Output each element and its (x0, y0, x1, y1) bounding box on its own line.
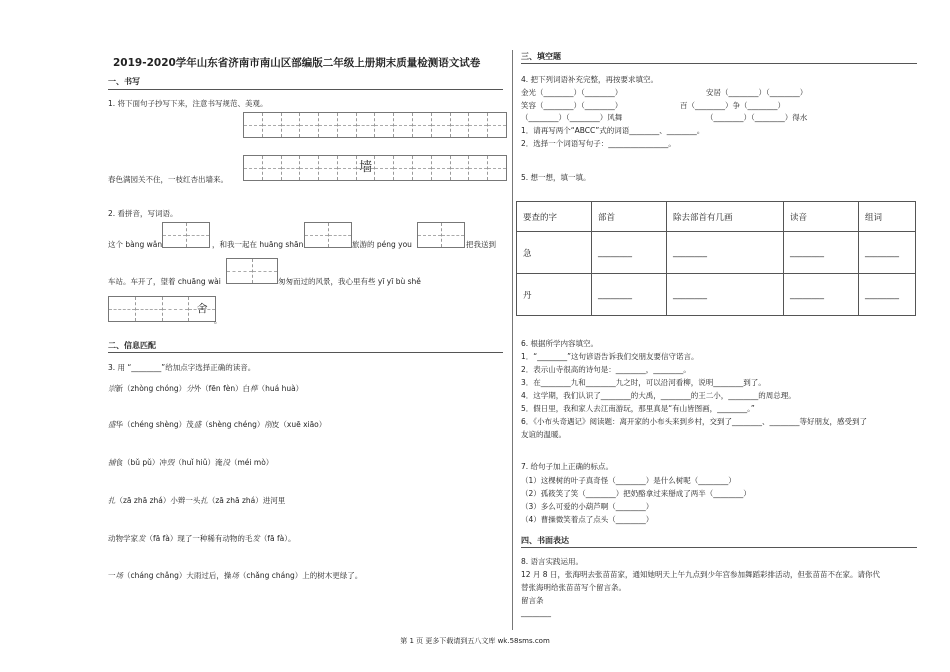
sample-character: 墙 (357, 156, 376, 180)
question-5: 5. 想一想，填一填。 (521, 173, 591, 182)
pinyin-peng-you: 旅游的 péng you (352, 240, 412, 249)
reading-row-6: 一场（cháng chǎng）大雨过后，操场（chǎng cháng）上的树木更绿了。 (108, 571, 363, 580)
answer-grid-huang-shan[interactable] (304, 222, 352, 248)
answer-grid-yi-yi-bu-she[interactable] (108, 296, 216, 322)
table-header: 除去部首有几画 (667, 202, 784, 232)
pinyin-chuang-wai: 车站。车开了，望着 chuāng wài (108, 277, 221, 286)
answer-grid-chuang-wai[interactable] (226, 258, 278, 284)
reading-row-5: 动物学家发（fā fà）现了一种稀有动物的毛发（fā fà）。 (108, 534, 296, 543)
text-send-to: 把我送到 (466, 240, 496, 249)
idiom-row-1-b: 安居（________）（________） (706, 88, 808, 97)
idiom-row-3-a: （________）（________）风舞 (521, 113, 623, 122)
pinyin-bang-wan: 这个 bàng wǎn (108, 240, 163, 249)
pinyin-huang-shan: ，和我一起在 huāng shān (212, 240, 304, 249)
idiom-row-1-a: 金光（________）（________） (521, 88, 623, 97)
table-row (517, 232, 916, 274)
page-footer: 第 1 页 更多下载请到五八文库 wk.58sms.com (400, 637, 550, 645)
question-2: 2. 看拼音，写词语。 (108, 209, 178, 218)
table-header: 部首 (592, 202, 667, 232)
reading-row-1: 崇新（zhòng chóng）分外（fēn fèn）白桦（huá huà） (108, 384, 304, 393)
sentence-to-copy: 春色满园关不住，一枝红杏出墙来。 (108, 175, 228, 184)
pinyin-yi-yi-bu-she: 匆匆而过的风景，我心里有些 yī yī bù shě (278, 277, 421, 286)
question-4-sub-1: 1．请再写两个“ABCC”式的词语________、________。 (521, 126, 705, 135)
question-6-item: 6．《小布头奇遇记》阅读题：离开家的小布头来到乡村，交到了________、________等好朋友，感受到了 (521, 417, 868, 426)
question-7-item: （1）这棵树的叶子真奇怪（________）是什么树呢（________） (521, 476, 736, 485)
question-8-text: 12 月 8 日，张海明去张苗苗家，通知她明天上午九点到少年宫参加舞蹈彩排活动，但张苗苗不在家。请你代 (521, 570, 880, 579)
table-cell[interactable]: ________ (667, 274, 784, 316)
section-heading-fill-blank: 三、填空题 (521, 52, 561, 61)
question-6-item: 1．“________”这句谚语告诉我们交朋友要信守诺言。 (521, 352, 699, 361)
question-4: 4. 把下列词语补充完整，再按要求填空。 (521, 75, 659, 84)
reading-row-2: 盛华（chéng shèng）茂盛（shèng chéng）削皮（xuē xiāo） (108, 420, 327, 429)
section-divider (108, 352, 503, 353)
table-cell[interactable]: ________ (859, 274, 916, 316)
question-4-sub-2: 2．选择一个词语写句子：________________。 (521, 139, 676, 148)
question-8-text: 替张海明给张苗苗写个留言条。 (521, 583, 626, 592)
section-divider (108, 89, 503, 90)
table-header: 读音 (784, 202, 859, 232)
reading-row-3: 捕食（bǔ pǔ）冲毁（huǐ hiǔ）淹没（méi mò） (108, 458, 274, 467)
reading-row-4: 扎（zā zhā zhá）小辫一头扎（zā zhā zhá）进河里 (108, 496, 286, 505)
question-7-item: （3）多么可爱的小葫芦啊（________） (521, 502, 654, 511)
answer-grid-peng-you[interactable] (417, 222, 465, 248)
answer-grid-bang-wan[interactable] (162, 222, 210, 248)
question-6-item-continued: 友谊的温暖。 (521, 430, 566, 439)
question-1: 1. 将下面句子抄写下来，注意书写规范、美观。 (108, 99, 268, 108)
question-6: 6. 根据所学内容填空。 (521, 339, 599, 348)
question-6-item: 2．表示山寺很高的诗句是：________，________。 (521, 365, 691, 374)
column-separator (512, 50, 513, 630)
question-3: 3. 用 “________”给加点字选择正确的读音。 (108, 363, 256, 372)
table-cell[interactable]: ________ (784, 232, 859, 274)
table-cell[interactable]: ________ (592, 274, 667, 316)
section-divider (521, 63, 917, 64)
idiom-row-2-a: 笑容（________）（________） (521, 101, 623, 110)
section-heading-writing: 一、书写 (108, 77, 140, 86)
table-row (517, 274, 916, 316)
table-cell[interactable]: ________ (859, 232, 916, 274)
question-7-item: （2）孤筱笑了笑（________）把奶酪拿过来掰成了两半（________） (521, 489, 751, 498)
table-cell[interactable]: ________ (667, 232, 784, 274)
note-heading: 留言条 (521, 596, 544, 605)
idiom-row-2-b: 百（________）争（________） (680, 101, 785, 110)
period-mark: 。 (214, 316, 222, 325)
table-header: 组词 (859, 202, 916, 232)
table-cell[interactable]: ________ (592, 232, 667, 274)
hint-character: 舍 (189, 297, 215, 321)
question-7: 7. 给句子加上正确的标点。 (521, 462, 614, 471)
writing-grid-1[interactable] (243, 112, 507, 138)
idiom-row-3-b: （________）（________）得水 (706, 113, 808, 122)
writing-grid-2[interactable] (243, 155, 507, 181)
section-heading-matching: 二、信息匹配 (108, 341, 156, 350)
table-header: 要查的字 (517, 202, 592, 232)
table-cell[interactable]: ________ (784, 274, 859, 316)
table-cell: 急 (517, 232, 592, 274)
question-6-item: 5．假日里，我和家人去江南游玩，那里真是“有山皆图画，________。” (521, 404, 755, 413)
page-title: 2019-2020学年山东省济南市南山区部编版二年级上册期末质量检测语文试卷 (113, 57, 481, 69)
note-answer-line[interactable]: ________ (521, 608, 551, 617)
section-heading-writing-expression: 四、书面表达 (521, 536, 569, 545)
question-7-item: （4）曹操微笑着点了点头（________） (521, 515, 654, 524)
dictionary-lookup-table (516, 201, 916, 316)
question-8: 8. 语言实践运用。 (521, 557, 584, 566)
question-6-item: 4．这学期，我们认识了________的大禹，________的王二小，________的周总理。 (521, 391, 796, 400)
question-6-item: 3．在________九和________九之时，可以沿河看柳，说明________到了。 (521, 378, 766, 387)
table-cell: 丹 (517, 274, 592, 316)
section-divider (521, 547, 917, 548)
